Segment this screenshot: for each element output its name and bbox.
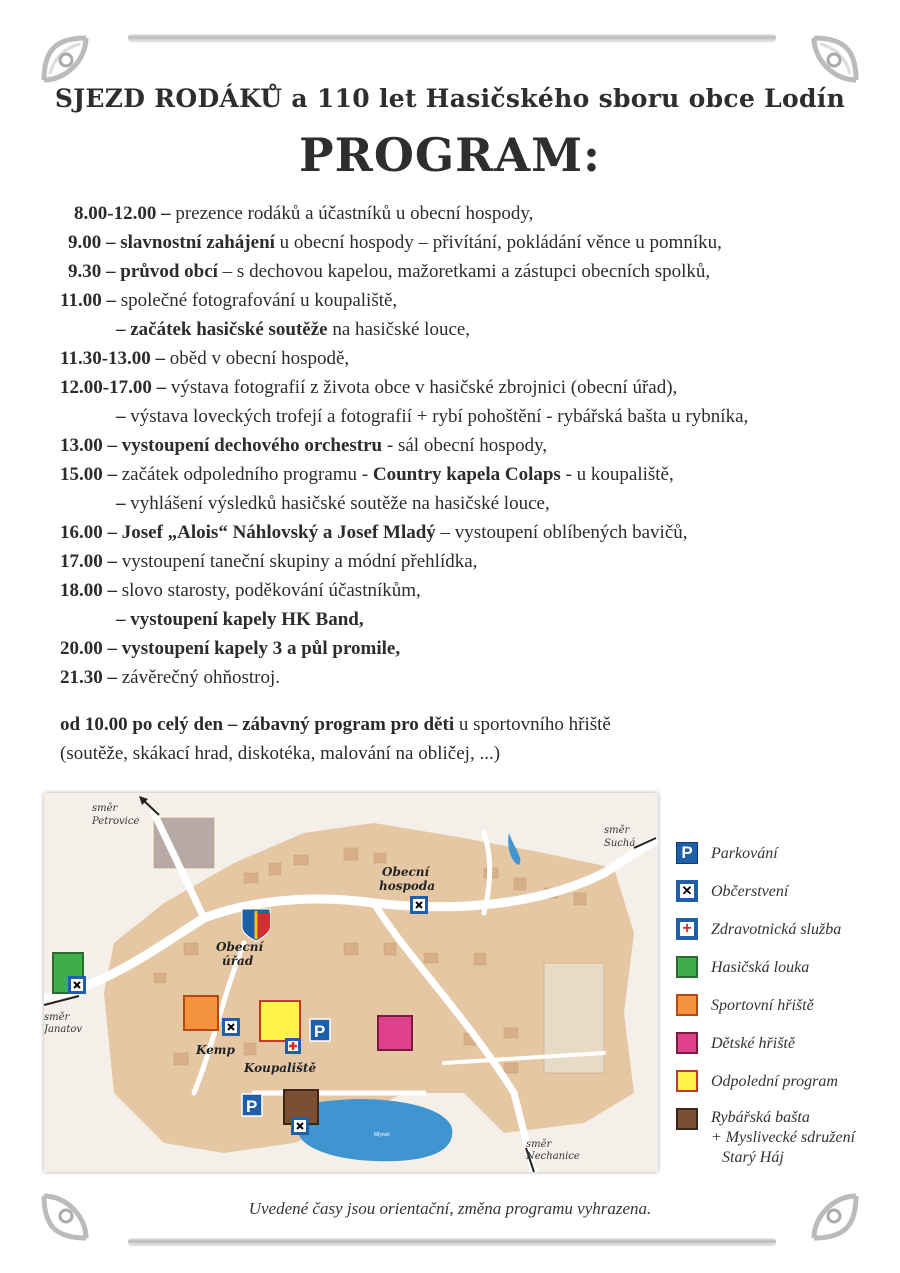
program-item: 15.00 – začátek odpoledního programu - Country kapela Colaps - u koupaliště,: [60, 464, 674, 485]
kids-program: od 10.00 po celý den – zábavný program pro děti u sportovního hřiště: [60, 714, 611, 735]
pond: [298, 1099, 452, 1161]
map-refreshment-icon: [291, 1117, 309, 1135]
map-refreshment-icon: [410, 896, 428, 914]
program-item: – začátek hasičské soutěže na hasičské louce,: [116, 319, 471, 340]
program-item: 12.00-17.00 – výstava fotografií z života obce v hasičské zbrojnici (obecní úřad),: [60, 377, 678, 398]
program-item: 21.30 – závěrečný ohňostroj.: [60, 667, 281, 688]
label-petrovice-dir: směr: [92, 803, 118, 814]
yellow-square-icon: [676, 1070, 698, 1092]
medical-cross-icon: +: [676, 918, 698, 940]
label-janatov: Janatov: [44, 1024, 83, 1035]
village-map: [44, 793, 658, 1172]
program-item: 18.00 – slovo starosty, poděkování účastníkům,: [60, 580, 421, 601]
program-heading: PROGRAM:: [299, 128, 601, 182]
footer-note: Uvedené časy jsou orientační, změna programu vyhrazena.: [248, 1199, 652, 1218]
label-koupaliste: Koupaliště: [244, 1061, 317, 1075]
label-sucha-dir: směr: [604, 825, 630, 836]
program-item: 9.30 – průvod obcí – s dechovou kapelou, mažoretkami a zástupci obecních spolků,: [68, 261, 711, 282]
map-refreshment-icon: [68, 976, 86, 994]
program-item: 11.30-13.00 – oběd v obecní hospodě,: [60, 348, 350, 369]
label-urad-2: úřad: [222, 954, 254, 968]
program-item: 16.00 – Josef „Alois“ Náhlovský a Josef Mladý – vystoupení oblíbených bavičů,: [60, 522, 688, 543]
program-item: 11.00 – společné fotografování u koupaliště,: [60, 290, 398, 311]
program-item: 8.00-12.00 – prezence rodáků a účastníků u obecní hospody,: [74, 203, 534, 224]
label-nechanice-dir: směr: [526, 1139, 552, 1150]
label-urad: Obecní: [216, 940, 264, 954]
label-nechanice: Nechanice: [526, 1151, 580, 1162]
orange-square-icon: [676, 994, 698, 1016]
map-refreshment-icon: [222, 1018, 240, 1036]
map-sportovni-hriste: [184, 996, 218, 1030]
kids-program-details: (soutěže, skákací hrad, diskotéka, malování na obličej, ...): [60, 743, 501, 764]
program-item: – vyhlášení výsledků hasičské soutěže na hasičské louce,: [116, 493, 550, 514]
label-kemp: Kemp: [196, 1043, 235, 1057]
svg-text:P: P: [246, 1097, 258, 1116]
brown-square-icon: [676, 1108, 698, 1130]
map-parking-icon: [242, 1094, 262, 1116]
parking-icon: P: [676, 842, 698, 864]
corner-ornament-icon: [36, 30, 96, 90]
program-item: 9.00 – slavnostní zahájení u obecní hospody – přivítání, pokládání věnce u pomníku,: [68, 232, 722, 253]
map-odpoledni-program: [260, 1001, 300, 1041]
bottom-decorative-bar: [128, 1238, 776, 1245]
pond-label: Mlýnek: [374, 1132, 390, 1138]
green-square-icon: [676, 956, 698, 978]
map-detske-hriste: [378, 1016, 412, 1050]
top-decorative-bar: [128, 34, 776, 41]
label-petrovice: Petrovice: [92, 816, 140, 827]
label-sucha: Suchá: [604, 838, 636, 849]
event-title: SJEZD RODÁKŮ a 110 let Hasičského sboru obce Lodín: [54, 84, 846, 113]
label-janatov-dir: směr: [44, 1012, 70, 1023]
refreshment-icon: ✕: [676, 880, 698, 902]
program-item: 13.00 – vystoupení dechového orchestru - sál obecní hospody,: [60, 435, 548, 456]
svg-text:P: P: [314, 1022, 326, 1041]
map-parking-icon: [310, 1019, 330, 1041]
corner-ornament-icon: [804, 30, 864, 90]
program-item: 17.00 – vystoupení taneční skupiny a módní přehlídka,: [60, 551, 478, 572]
label-hospoda: Obecní: [382, 865, 430, 879]
map-medical-cross-icon: [285, 1038, 301, 1054]
program-item: – výstava loveckých trofejí a fotografií + rybí pohoštění - rybářská bašta u rybníka,: [116, 406, 749, 427]
pink-square-icon: [676, 1032, 698, 1054]
label-hospoda-2: hospoda: [379, 879, 436, 893]
program-item: 20.00 – vystoupení kapely 3 a půl promile,: [60, 638, 401, 659]
program-item: – vystoupení kapely HK Band,: [116, 609, 364, 630]
